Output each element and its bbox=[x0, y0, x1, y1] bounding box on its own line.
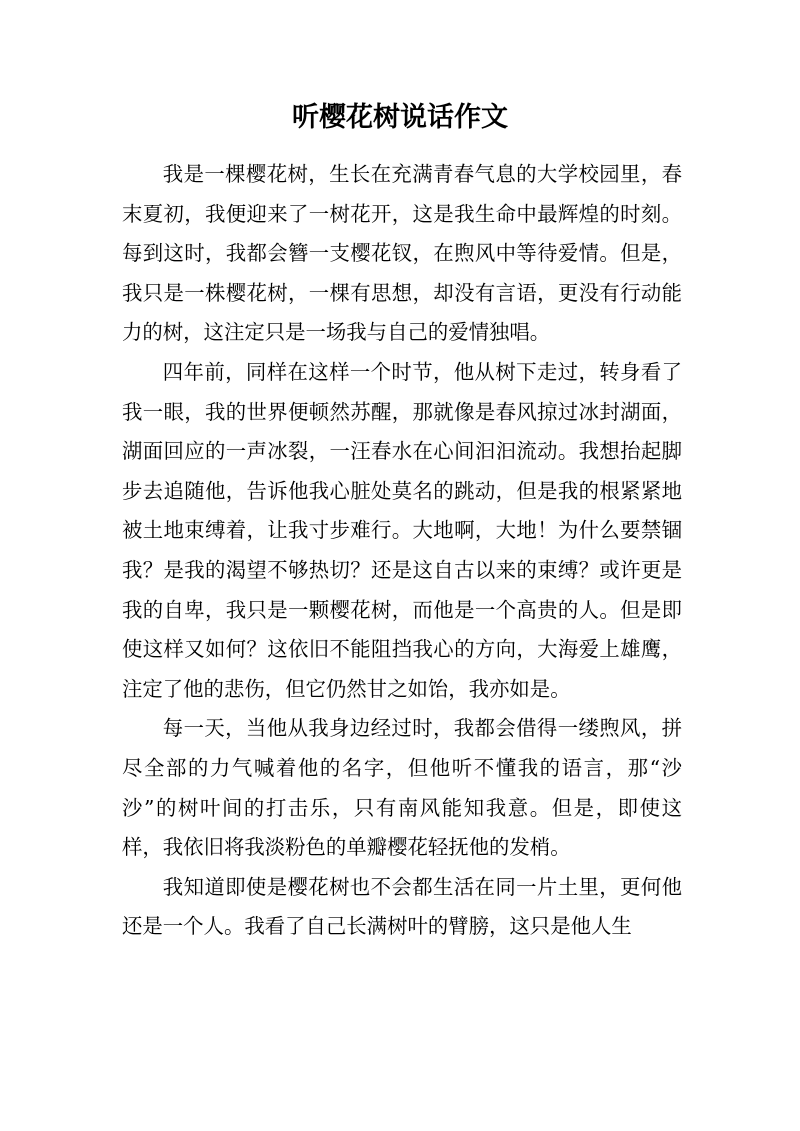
paragraph: 四年前，同样在这样一个时节，他从树下走过，转身看了我一眼，我的世界便顿然苏醒，那就像是春风掠过冰封湖面，湖面回应的一声冰裂，一汪春水在心间汩汩流动。我想抬起脚步去追随他，告诉他我心脏处莫名的跳动，但是我的根紧紧地被土地束缚着，让我寸步难行。大地啊，大地！为什么要禁锢我？是我的渴望不够热切？还是这自古以来的束缚？或许更是我的自卑，我只是一颗樱花树，而他是一个高贵的人。但是即使这样又如何？这依旧不能阻挡我心的方向，大海爱上雄鹰，注定了他的悲伤，但它仍然甘之如饴，我亦如是。 bbox=[122, 359, 682, 701]
paragraph: 每一天，当他从我身边经过时，我都会借得一缕煦风，拼尽全部的力气喊着他的名字，但他听不懂我的语言，那“沙沙”的树叶间的打击乐，只有南风能知我意。但是，即使这样，我依旧将我淡粉色的单瓣樱花轻抚他的发梢。 bbox=[122, 716, 682, 860]
document-title: 听樱花树说话作文 bbox=[292, 102, 508, 133]
document-body bbox=[122, 155, 682, 947]
paragraph: 我知道即使是樱花树也不会都生活在同一片土里，更何他还是一个人。我看了自己长满树叶的臂膀，这只是他人生 bbox=[122, 874, 682, 939]
paragraph: 我是一棵樱花树，生长在充满青春气息的大学校园里，春末夏初，我便迎来了一树花开，这是我生命中最辉煌的时刻。每到这时，我都会簪一支樱花钗，在煦风中等待爱情。但是，我只是一株樱花树，一棵有思想，却没有言语，更没有行动能力的树，这注定只是一场我与自己的爱情独唱。 bbox=[122, 162, 682, 345]
